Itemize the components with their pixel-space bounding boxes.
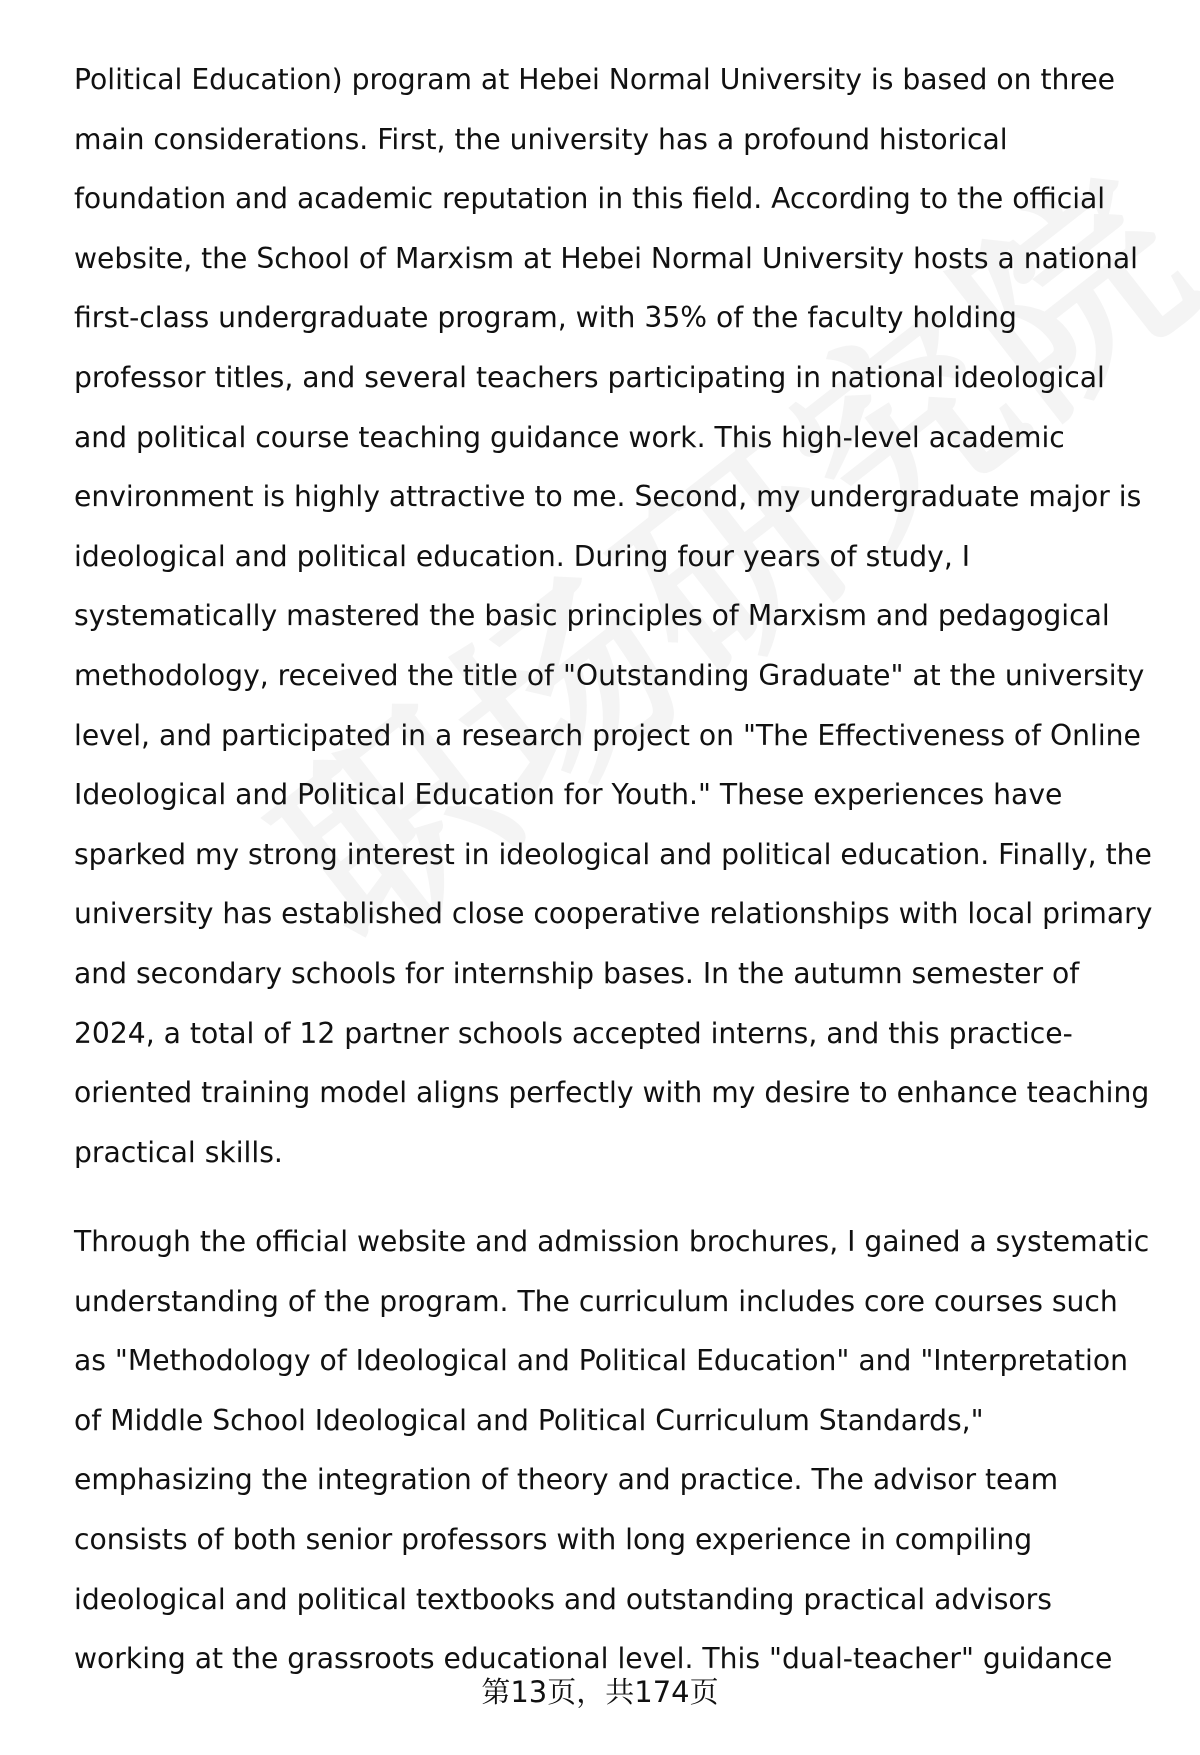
text-line: as "Methodology of Ideological and Political Education" and "Interpretation [74,1344,1128,1378]
text-line: 2024, a total of 12 partner schools accepted interns, and this practice- [74,1016,1073,1050]
paragraph-2 [74,1212,1174,1689]
text-line: level, and participated in a research project on "The Effectiveness of Online [74,718,1141,752]
text-line: consists of both senior professors with long experience in compiling [74,1522,1033,1556]
paragraph-1 [74,50,1174,1182]
page-number-footer: 第13页，共174页 [481,1675,719,1709]
text-line: first-class undergraduate program, with 35% of the faculty holding [74,301,1017,335]
text-line: professor titles, and several teachers participating in national ideological [74,360,1105,394]
text-line: working at the grassroots educational level. This "dual-teacher" guidance [74,1642,1113,1676]
text-line: practical skills. [74,1135,283,1169]
text-line: Ideological and Political Education for Youth." These experiences have [74,778,1063,812]
text-line: oriented training model aligns perfectly with my desire to enhance teaching [74,1076,1150,1110]
text-line: ideological and political textbooks and outstanding practical advisors [74,1582,1052,1616]
text-line: emphasizing the integration of theory and practice. The advisor team [74,1463,1059,1497]
text-line: sparked my strong interest in ideological and political education. Finally, the [74,837,1152,871]
text-line: Political Education) program at Hebei Normal University is based on three [74,63,1116,96]
text-line: methodology, received the title of "Outstanding Graduate" at the university [74,658,1145,692]
text-line: Through the official website and admission brochures, I gained a systematic [74,1225,1150,1258]
text-line: university has established close cooperative relationships with local primary [74,897,1153,931]
text-line: and secondary schools for internship bases. In the autumn semester of [74,956,1080,990]
text-line: website, the School of Marxism at Hebei Normal University hosts a national [74,241,1138,275]
text-line: main considerations. First, the university has a profound historical [74,122,1008,156]
text-line: environment is highly attractive to me. Second, my undergraduate major is [74,480,1142,514]
text-line: understanding of the program. The curriculum includes core courses such [74,1284,1118,1318]
text-line: and political course teaching guidance work. This high-level academic [74,420,1065,454]
text-line: foundation and academic reputation in this field. According to the official [74,182,1106,216]
text-line: systematically mastered the basic principles of Marxism and pedagogical [74,599,1110,633]
text-line: ideological and political education. During four years of study, I [74,539,971,573]
text-line: of Middle School Ideological and Political Curriculum Standards," [74,1403,984,1437]
